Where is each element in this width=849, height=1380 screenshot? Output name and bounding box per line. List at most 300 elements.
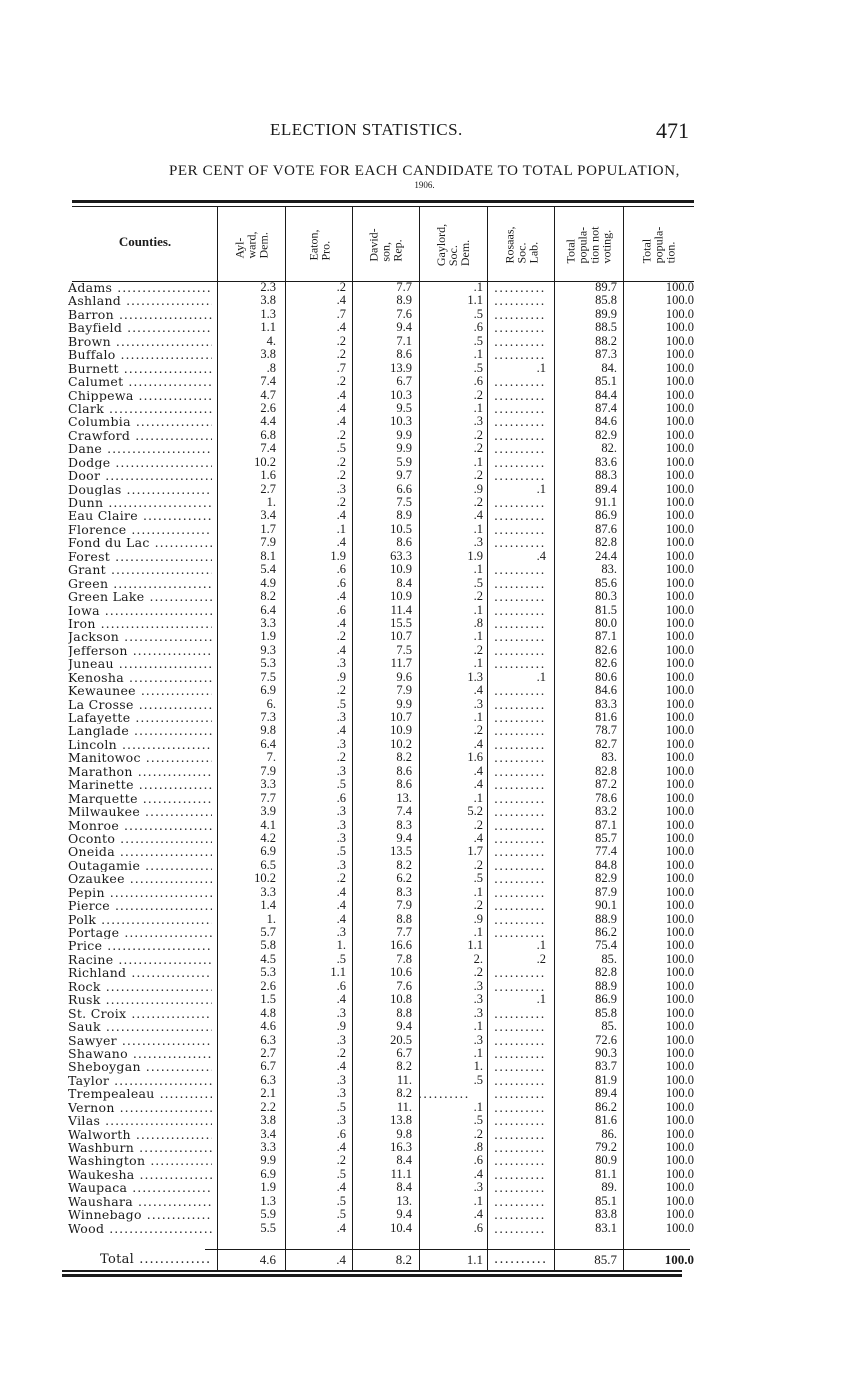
county-name: Dane ..... xyxy=(68,442,212,455)
total-population-value: 100.0 xyxy=(665,320,694,335)
davidson-value: 10.7 xyxy=(390,710,412,724)
aylward-value: 3.3 xyxy=(260,777,276,792)
table-row xyxy=(0,604,849,617)
davidson-value: 8.6 xyxy=(396,763,412,778)
gaylord-value: .2 xyxy=(473,965,483,980)
rosaas-leader-dots: .......... xyxy=(494,697,546,712)
county-name: Kewaunee ..... xyxy=(68,684,212,697)
eaton-value: .3 xyxy=(336,817,346,832)
rosaas-leader-dots: .......... xyxy=(494,603,546,617)
gaylord-value: .2 xyxy=(473,723,483,738)
not-voting-value: 83.3 xyxy=(595,696,617,711)
rosaas-value: .4 xyxy=(536,548,546,563)
aylward-value: 5.9 xyxy=(260,1207,276,1222)
total-population-value: 100.0 xyxy=(665,656,694,671)
total-population-value: 100.0 xyxy=(665,951,694,966)
header-total-population xyxy=(624,210,692,280)
not-voting-value: 88.9 xyxy=(595,911,617,926)
table-row xyxy=(0,1060,849,1073)
gaylord-value: .2 xyxy=(473,441,483,456)
gaylord-value: 5.2 xyxy=(467,804,483,819)
rosaas-leader-dots: .......... xyxy=(494,536,546,550)
eaton-value: .4 xyxy=(336,387,346,402)
header-aylward xyxy=(218,210,285,280)
county-name: Iowa ..... xyxy=(68,604,212,617)
rosaas-leader-dots: .......... xyxy=(494,334,546,349)
total-population-value: 100.0 xyxy=(665,293,694,308)
not-voting-value: 82.8 xyxy=(595,965,617,980)
rosaas-value: .1 xyxy=(536,481,546,496)
not-voting-value: 89.4 xyxy=(595,1086,617,1101)
aylward-value: 4.9 xyxy=(260,575,276,590)
aylward-value: 6.9 xyxy=(260,1166,276,1181)
eaton-value: .4 xyxy=(336,642,346,657)
aylward-value: 3.8 xyxy=(260,293,276,308)
county-name: Burnett ..... xyxy=(68,362,212,375)
not-voting-value: 77.4 xyxy=(595,844,617,859)
davidson-value: 9.9 xyxy=(396,441,412,456)
table-row xyxy=(0,389,849,402)
county-name: Richland ..... xyxy=(68,966,212,979)
eaton-value: .4 xyxy=(336,884,346,899)
aylward-value: 2.7 xyxy=(260,1045,276,1060)
davidson-value: 9.9 xyxy=(396,696,412,711)
eaton-value: .3 xyxy=(336,925,346,939)
table-row xyxy=(0,1195,849,1208)
gaylord-value: .5 xyxy=(473,360,483,375)
table-row xyxy=(0,711,849,724)
eaton-value: .4 xyxy=(336,898,346,913)
davidson-value: 7.9 xyxy=(396,898,412,913)
davidson-value: 9.6 xyxy=(396,669,412,684)
county-name: Bayfield ..... xyxy=(68,321,212,334)
rosaas-leader-dots: .......... xyxy=(494,496,546,510)
total-population-value: 100.0 xyxy=(665,965,694,980)
rosaas-leader-dots: .......... xyxy=(494,1167,546,1182)
eaton-value: .6 xyxy=(336,575,346,590)
rosaas-leader-dots: .......... xyxy=(494,1087,546,1101)
total-population-value: 100.0 xyxy=(665,1072,694,1087)
table-row xyxy=(0,926,849,939)
gaylord-value: .1 xyxy=(473,280,483,294)
gaylord-value: .2 xyxy=(473,857,483,872)
gaylord-value: 1. xyxy=(473,1059,483,1074)
aylward-value: 9.8 xyxy=(260,723,276,738)
aylward-value: 1.9 xyxy=(260,629,276,644)
davidson-value: 8.3 xyxy=(396,884,412,899)
eaton-value: .2 xyxy=(336,280,346,294)
county-name: Lincoln ..... xyxy=(68,738,212,751)
gaylord-value: .1 xyxy=(473,454,483,469)
rosaas-leader-dots: .......... xyxy=(494,1060,546,1074)
aylward-value: 1.3 xyxy=(260,306,276,321)
rosaas-leader-dots: .......... xyxy=(494,321,546,335)
not-voting-value: 80.9 xyxy=(595,1153,617,1168)
davidson-value: 10.3 xyxy=(390,414,412,429)
county-name: Jefferson ..... xyxy=(68,644,212,657)
eaton-value: .7 xyxy=(336,360,346,375)
gaylord-value: .4 xyxy=(473,777,483,792)
not-voting-value: 24.4 xyxy=(595,548,617,563)
eaton-value: .5 xyxy=(336,844,346,859)
eaton-value: .4 xyxy=(336,293,346,308)
rosaas-leader-dots: .......... xyxy=(494,912,546,927)
eaton-value: .4 xyxy=(336,589,346,604)
total-label: Total ..... xyxy=(100,1252,210,1268)
total-population-value: 100.0 xyxy=(665,898,694,913)
gaylord-value: .3 xyxy=(473,535,483,550)
davidson-value: 8.9 xyxy=(396,293,412,308)
total-population-value: 100.0 xyxy=(665,280,694,294)
rosaas-leader-dots: .......... xyxy=(494,1208,546,1222)
rosaas-leader-dots: .......... xyxy=(494,926,546,940)
davidson-value: 9.9 xyxy=(396,427,412,442)
header-total-population-label: Total popula- tion. xyxy=(639,226,677,264)
rosaas-leader-dots: .......... xyxy=(494,751,546,765)
county-name: Sawyer ..... xyxy=(68,1034,212,1047)
not-voting-value: 85.1 xyxy=(595,374,617,389)
aylward-value: 6.4 xyxy=(260,602,276,617)
total-population-value: 100.0 xyxy=(665,400,694,415)
gaylord-value: 2. xyxy=(473,951,483,966)
aylward-value: 2.2 xyxy=(260,1099,276,1114)
not-voting-value: 88.5 xyxy=(595,320,617,335)
gaylord-value: .5 xyxy=(473,871,483,886)
total-population-value: 100.0 xyxy=(665,1220,694,1235)
county-name: Waukesha ..... xyxy=(68,1168,212,1181)
bottom-double-rule xyxy=(62,1270,682,1272)
not-voting-value: 84.6 xyxy=(595,683,617,698)
not-voting-value: 87.1 xyxy=(595,629,617,644)
not-voting-value: 83.7 xyxy=(595,1059,617,1074)
rosaas-leader-dots: .......... xyxy=(494,724,546,738)
gaylord-value: .3 xyxy=(473,992,483,1007)
eaton-value: .2 xyxy=(336,468,346,483)
table-row xyxy=(0,872,849,885)
eaton-value: .6 xyxy=(336,602,346,617)
running-head xyxy=(0,118,849,142)
eaton-value: .2 xyxy=(336,750,346,765)
davidson-value: 13. xyxy=(396,790,412,805)
total-gaylord: 1.1 xyxy=(466,1252,483,1267)
gaylord-value: .1 xyxy=(473,1193,483,1208)
rosaas-leader-dots: .......... xyxy=(494,818,546,832)
aylward-value: 6.9 xyxy=(260,683,276,698)
eaton-value: .2 xyxy=(336,871,346,886)
gaylord-value: .2 xyxy=(473,589,483,604)
total-row xyxy=(0,1252,849,1268)
table-row xyxy=(0,832,849,845)
eaton-value: .5 xyxy=(336,1099,346,1114)
davidson-value: 10.7 xyxy=(390,629,412,644)
eaton-value: .5 xyxy=(336,1193,346,1208)
not-voting-value: 90.3 xyxy=(595,1045,617,1060)
county-name: Trempealeau ..... xyxy=(68,1087,212,1100)
county-name: Chippewa ..... xyxy=(68,389,212,402)
gaylord-value: 1.7 xyxy=(467,844,483,859)
aylward-value: 6.8 xyxy=(260,427,276,442)
rosaas-leader-dots: .......... xyxy=(494,858,546,873)
table-row xyxy=(0,577,849,590)
table-row xyxy=(0,563,849,576)
davidson-value: 8.4 xyxy=(396,575,412,590)
not-voting-value: 83.2 xyxy=(595,804,617,819)
not-voting-value: 83. xyxy=(601,562,617,577)
table-row xyxy=(0,281,849,294)
rosaas-leader-dots: .......... xyxy=(494,281,546,295)
not-voting-value: 87.6 xyxy=(595,521,617,536)
aylward-value: 1. xyxy=(266,911,276,926)
table-row xyxy=(0,1208,849,1221)
total-population-value: 100.0 xyxy=(665,763,694,778)
aylward-value: 1. xyxy=(266,495,276,509)
rosaas-leader-dots: .......... xyxy=(494,845,546,859)
not-voting-value: 87.1 xyxy=(595,817,617,832)
rosaas-leader-dots: .......... xyxy=(494,590,546,604)
gaylord-value: .4 xyxy=(473,763,483,778)
total-population-value: 100.0 xyxy=(665,669,694,684)
not-voting-value: 85.8 xyxy=(595,1005,617,1020)
not-voting-value: 86.2 xyxy=(595,1099,617,1114)
header-counties: Counties. xyxy=(118,234,172,249)
eaton-value: .3 xyxy=(336,763,346,778)
aylward-value: 5.3 xyxy=(260,656,276,671)
not-voting-value: 85. xyxy=(601,951,617,966)
gaylord-value: 1.6 xyxy=(467,750,483,765)
table-year: 1906. xyxy=(414,180,435,190)
table-row xyxy=(0,1074,849,1087)
davidson-value: 7.5 xyxy=(396,495,412,509)
total-population-value: 100.0 xyxy=(665,696,694,711)
aylward-value: 5.7 xyxy=(260,925,276,939)
not-voting-value: 90.1 xyxy=(595,898,617,913)
table-row xyxy=(0,819,849,832)
eaton-value: .3 xyxy=(336,1032,346,1047)
gaylord-value: .6 xyxy=(473,1153,483,1168)
gaylord-value: .1 xyxy=(473,521,483,536)
not-voting-value: 78.7 xyxy=(595,723,617,738)
rosaas-leader-dots: .......... xyxy=(494,375,546,389)
eaton-value: .5 xyxy=(336,777,346,792)
aylward-value: 2.3 xyxy=(260,280,276,294)
not-voting-value: 89.4 xyxy=(595,481,617,496)
county-name: Marinette ..... xyxy=(68,778,212,791)
table-row xyxy=(0,402,849,415)
eaton-value: .5 xyxy=(336,1207,346,1222)
aylward-value: 6.4 xyxy=(260,736,276,751)
county-name: Taylor ..... xyxy=(68,1074,212,1087)
county-name: Dodge ..... xyxy=(68,456,212,469)
total-population-value: 100.0 xyxy=(665,1126,694,1141)
total-population-value: 100.0 xyxy=(665,562,694,577)
county-name: St. Croix ..... xyxy=(68,1007,212,1020)
table-row xyxy=(0,738,849,751)
aylward-value: 7. xyxy=(266,750,276,765)
total-population: 100.0 xyxy=(664,1252,694,1267)
total-aylward: 4.6 xyxy=(259,1252,276,1267)
gaylord-value: .3 xyxy=(473,1032,483,1047)
eaton-value: .2 xyxy=(336,427,346,442)
eaton-value: .4 xyxy=(336,508,346,523)
total-population-value: 100.0 xyxy=(665,1140,694,1154)
table-row xyxy=(0,362,849,375)
total-population-value: 100.0 xyxy=(665,710,694,724)
total-population-value: 100.0 xyxy=(665,938,694,953)
gaylord-value: .1 xyxy=(473,562,483,577)
eaton-value: .2 xyxy=(336,629,346,644)
gaylord-value: 1.9 xyxy=(467,548,483,563)
total-population-value: 100.0 xyxy=(665,414,694,429)
davidson-value: 13.9 xyxy=(390,360,412,375)
davidson-value: 11.1 xyxy=(390,1166,412,1181)
aylward-value: 3.3 xyxy=(260,1140,276,1154)
table-row xyxy=(0,617,849,630)
davidson-value: 7.5 xyxy=(396,642,412,657)
table-row xyxy=(0,899,849,912)
county-name: Polk ..... xyxy=(68,913,212,926)
gaylord-value: .8 xyxy=(473,615,483,630)
davidson-value: 8.6 xyxy=(396,535,412,550)
davidson-value: 8.4 xyxy=(396,1180,412,1195)
not-voting-value: 81.1 xyxy=(595,1166,617,1181)
aylward-value: 9.9 xyxy=(260,1153,276,1168)
not-voting-value: 87.4 xyxy=(595,400,617,415)
aylward-value: 7.9 xyxy=(260,763,276,778)
rosaas-leader-dots: .......... xyxy=(494,630,546,644)
total-population-value: 100.0 xyxy=(665,575,694,590)
aylward-value: 8.1 xyxy=(260,548,276,563)
eaton-value: 1. xyxy=(336,938,346,953)
eaton-value: .7 xyxy=(336,306,346,321)
rosaas-value: .1 xyxy=(536,938,546,953)
eaton-value: .3 xyxy=(336,804,346,819)
eaton-value: .4 xyxy=(336,535,346,550)
davidson-value: 8.2 xyxy=(396,1059,412,1074)
eaton-value: .4 xyxy=(336,992,346,1007)
gaylord-value: .9 xyxy=(473,911,483,926)
total-population-value: 100.0 xyxy=(665,1045,694,1060)
county-name: Door ..... xyxy=(68,469,212,482)
gaylord-value: .2 xyxy=(473,427,483,442)
total-population-value: 100.0 xyxy=(665,884,694,899)
not-voting-value: 89.7 xyxy=(595,280,617,294)
county-name: Columbia ..... xyxy=(68,415,212,428)
davidson-value: 10.2 xyxy=(390,736,412,751)
aylward-value: 7.4 xyxy=(260,374,276,389)
gaylord-value: .2 xyxy=(473,817,483,832)
bottom-rule-thin xyxy=(62,1274,682,1277)
aylward-value: 6.7 xyxy=(260,1059,276,1074)
davidson-value: 20.5 xyxy=(390,1032,412,1047)
table-row xyxy=(0,993,849,1006)
table-row xyxy=(0,375,849,388)
county-name: Dunn ..... xyxy=(68,496,212,509)
aylward-value: 5.4 xyxy=(260,562,276,577)
rosaas-leader-dots: .......... xyxy=(494,1194,546,1209)
aylward-value: 6.9 xyxy=(260,844,276,859)
davidson-value: 7.8 xyxy=(396,951,412,966)
table-row xyxy=(0,415,849,428)
gaylord-value: .1 xyxy=(473,629,483,644)
eaton-value: .2 xyxy=(336,333,346,348)
rosaas-leader-dots: .......... xyxy=(494,509,546,523)
davidson-value: 11. xyxy=(396,1099,412,1114)
not-voting-value: 82. xyxy=(601,441,617,456)
gaylord-value: .1 xyxy=(473,602,483,617)
rosaas-leader-dots: .......... xyxy=(494,455,546,470)
county-name: Racine ..... xyxy=(68,953,212,966)
gaylord-value: .4 xyxy=(473,1166,483,1181)
davidson-value: 8.8 xyxy=(396,1005,412,1020)
gaylord-value: .3 xyxy=(473,1180,483,1195)
rosaas-leader-dots: .......... xyxy=(494,442,546,456)
davidson-value: 10.9 xyxy=(390,562,412,577)
gaylord-value: .5 xyxy=(473,1072,483,1087)
table-row xyxy=(0,630,849,643)
davidson-value: 16.6 xyxy=(390,938,412,953)
aylward-value: 7.7 xyxy=(260,790,276,805)
table-row xyxy=(0,321,849,334)
rosaas-value: .2 xyxy=(536,951,546,966)
county-name: Lafayette ..... xyxy=(68,711,212,724)
county-name: Iron ..... xyxy=(68,617,212,630)
gaylord-value: .4 xyxy=(473,830,483,845)
davidson-value: 10.3 xyxy=(390,387,412,402)
total-population-value: 100.0 xyxy=(665,1193,694,1208)
total-population-value: 100.0 xyxy=(665,454,694,469)
gaylord-leader-dots: .......... xyxy=(418,1087,470,1101)
aylward-value: 3.9 xyxy=(260,804,276,819)
not-voting-value: 80.0 xyxy=(595,615,617,630)
not-voting-value: 91.1 xyxy=(595,495,617,509)
not-voting-value: 82.6 xyxy=(595,656,617,671)
total-population-value: 100.0 xyxy=(665,925,694,939)
eaton-value: .4 xyxy=(336,1140,346,1154)
table-row xyxy=(0,953,849,966)
davidson-value: 9.4 xyxy=(396,320,412,335)
total-population-value: 100.0 xyxy=(665,1113,694,1128)
rosaas-leader-dots: .......... xyxy=(494,1020,546,1034)
rosaas-leader-dots: .......... xyxy=(494,1154,546,1168)
not-voting-value: 83.8 xyxy=(595,1207,617,1222)
davidson-value: 7.6 xyxy=(396,978,412,993)
header-rosaas xyxy=(488,210,554,280)
county-name: Fond du Lac ..... xyxy=(68,536,212,549)
not-voting-value: 78.6 xyxy=(595,790,617,805)
table-row xyxy=(0,859,849,872)
eaton-value: 1.9 xyxy=(330,548,346,563)
not-voting-value: 82.6 xyxy=(595,642,617,657)
county-name: Rock ..... xyxy=(68,980,212,993)
total-population-value: 100.0 xyxy=(665,306,694,321)
eaton-value: .2 xyxy=(336,1153,346,1168)
aylward-value: 2.7 xyxy=(260,481,276,496)
table-row xyxy=(0,1222,849,1235)
total-population-value: 100.0 xyxy=(665,642,694,657)
county-name: Brown ..... xyxy=(68,335,212,348)
county-rows xyxy=(0,281,849,1235)
total-population-value: 100.0 xyxy=(665,1099,694,1114)
header-gaylord-label: Gaylord, Soc. Dem. xyxy=(434,223,473,267)
gaylord-value: .2 xyxy=(473,898,483,913)
aylward-value: 4. xyxy=(266,333,276,348)
aylward-value: 6.3 xyxy=(260,1072,276,1087)
davidson-value: 6.7 xyxy=(396,1045,412,1060)
rosaas-leader-dots: .......... xyxy=(494,616,546,631)
rosaas-leader-dots: .......... xyxy=(494,737,546,752)
total-population-value: 100.0 xyxy=(665,1059,694,1074)
table-row xyxy=(0,1141,849,1154)
